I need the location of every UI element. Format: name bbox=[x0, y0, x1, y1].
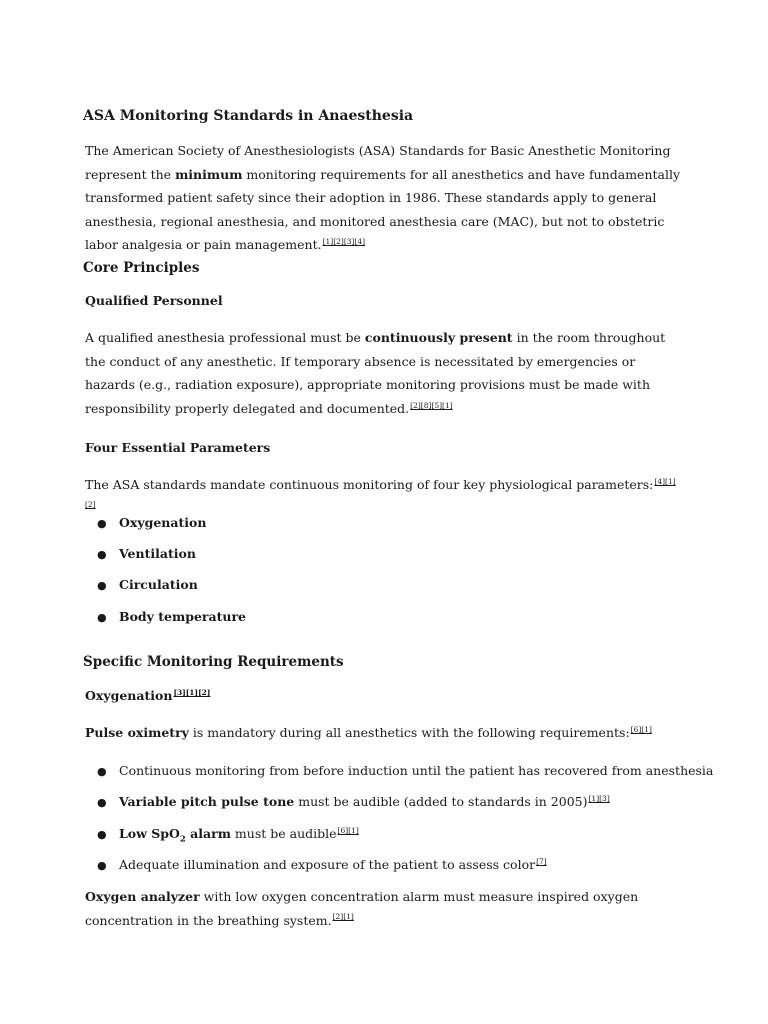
qualified-personnel-paragraph: A qualified anesthesia professional must be continuously present in the room throughout the conduct of any anesthetic. If temporary absence is necessitated by emergencies or hazards (e.g., radiation exposure), appropriate monitoring provisions must be made with responsibility properly delegated and documented.[2][8][5][1] bbox=[85, 330, 666, 416]
citation-link[interactable]: [7] bbox=[536, 856, 547, 866]
citation-link[interactable]: [4][1][2] bbox=[85, 476, 676, 510]
intro-paragraph: The American Society of Anesthesiologists (ASA) Standards for Basic Anesthetic Monitoring represent the minimum monitoring requirements for all anesthetics and have fundamentally transformed patient safety since their adoption in 1986. These standards apply to general anesthesia, regional anesthesia, and monitored anesthesia care (MAC), but not to obstetric labor analgesia or pain management.[1][2][3][4] bbox=[85, 143, 681, 253]
oxygen-analyzer-paragraph: Oxygen analyzer with low oxygen concentration alarm must measure inspired oxygen concentration in the breathing system.[2][1] bbox=[85, 889, 639, 928]
bullet-icon: ● bbox=[97, 517, 107, 530]
bullet-icon: ● bbox=[97, 548, 107, 561]
citation-link[interactable]: [6][1] bbox=[337, 825, 359, 835]
bullet-icon: ● bbox=[97, 859, 107, 872]
bullet-icon: ● bbox=[97, 579, 107, 592]
list-item: ● Low SpO$_2$ alarm must be audible[6][1] bbox=[97, 825, 359, 845]
specific-requirements-heading: Specific Monitoring Requirements bbox=[83, 654, 344, 670]
citation-link[interactable]: [2][1] bbox=[332, 912, 354, 922]
core-principles-heading: Core Principles bbox=[83, 260, 200, 276]
bullet-icon: ● bbox=[97, 828, 107, 841]
list-item: ● Circulation bbox=[97, 576, 198, 595]
list-item: ● Adequate illumination and exposure of the patient to assess color[7] bbox=[97, 856, 547, 875]
page-title: ASA Monitoring Standards in Anaesthesia bbox=[83, 108, 414, 124]
citation-link[interactable]: [6][1] bbox=[630, 724, 652, 734]
citation-link[interactable]: [1][3] bbox=[588, 793, 610, 803]
list-item: ● Ventilation bbox=[97, 545, 196, 564]
list-item: ● Body temperature bbox=[97, 608, 246, 627]
citation-link[interactable]: [2][8][5][1] bbox=[410, 400, 453, 410]
citation-link[interactable]: [3][1][2] bbox=[173, 687, 211, 697]
bullet-icon: ● bbox=[97, 611, 107, 624]
four-parameters-heading: Four Essential Parameters bbox=[85, 440, 271, 455]
bullet-icon: ● bbox=[97, 765, 107, 778]
pulse-oximetry-paragraph: Pulse oximetry is mandatory during all anesthetics with the following requirements:[6][1] bbox=[85, 724, 652, 740]
list-item: ● Oxygenation bbox=[97, 514, 206, 533]
list-item: ● Variable pitch pulse tone must be audible (added to standards in 2005)[1][3] bbox=[97, 793, 610, 812]
oxygenation-heading: Oxygenation[3][1][2] bbox=[85, 687, 211, 703]
citation-link[interactable]: [1][2][3][4] bbox=[322, 237, 366, 247]
list-item: ● Continuous monitoring from before induction until the patient has recovered from anesthesia bbox=[97, 762, 713, 781]
bullet-icon: ● bbox=[97, 796, 107, 809]
four-parameters-paragraph: The ASA standards mandate continuous monitoring of four key physiological parameters:[4][1][2] bbox=[85, 476, 676, 510]
qualified-personnel-heading: Qualified Personnel bbox=[85, 293, 223, 308]
